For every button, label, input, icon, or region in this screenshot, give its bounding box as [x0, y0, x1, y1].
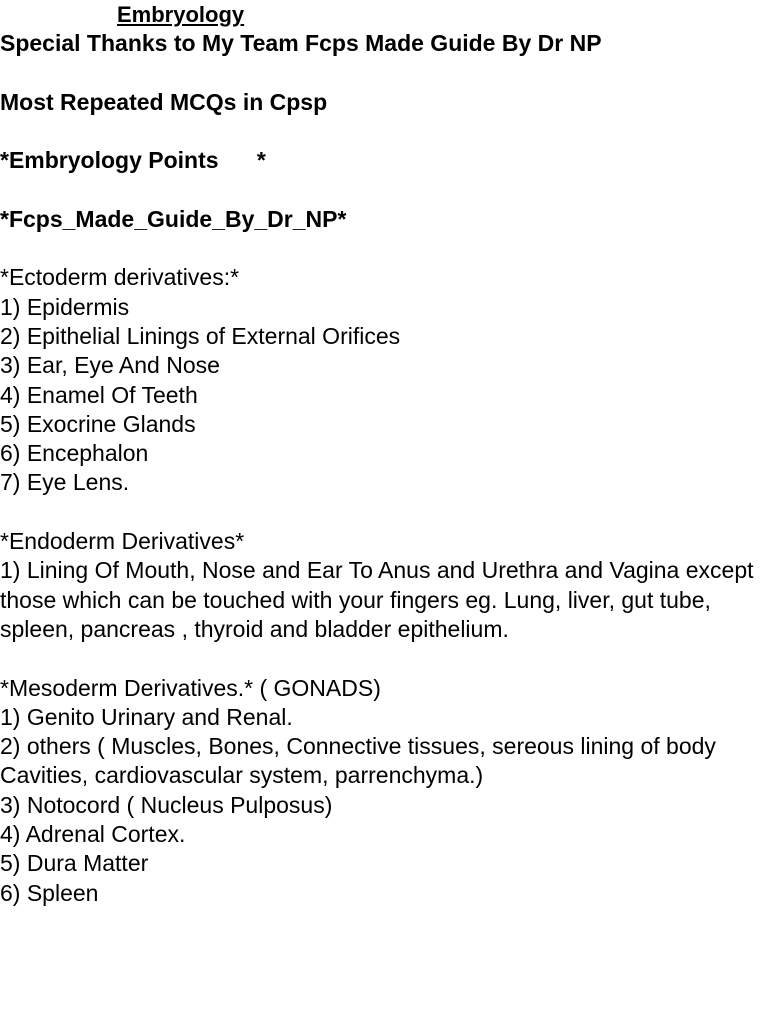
mesoderm-heading: *Mesoderm Derivatives.* ( GONADS) [0, 674, 381, 701]
document-title: Embryology [117, 2, 245, 27]
list-item: 1) Genito Urinary and Renal. [0, 703, 293, 730]
spacer [0, 175, 768, 204]
list-item: 1) Epidermis [0, 293, 130, 320]
guide-tag-line: *Fcps_Made_Guide_By_Dr_NP* [0, 205, 347, 232]
list-item: 6) Encephalon [0, 440, 149, 467]
list-item: 2) Epithelial Linings of External Orifices [0, 322, 401, 349]
spacer [0, 117, 768, 146]
spacer [0, 234, 768, 263]
document-body [0, 29, 768, 908]
list-item: 5) Dura Matter [0, 850, 149, 877]
spacer [0, 498, 768, 527]
spacer [0, 644, 768, 673]
list-item: 7) Eye Lens. [0, 469, 130, 496]
embryology-points-line: *Embryology Points * [0, 147, 266, 174]
most-repeated-line: Most Repeated MCQs in Cpsp [0, 88, 328, 115]
list-item: 3) Ear, Eye And Nose [0, 352, 220, 379]
list-item: 1) Lining Of Mouth, Nose and Ear To Anus and Urethra and Vagina except those which can be touched with your fingers eg. Lung, liver, gut tube, spleen, pancreas , thyroid and bladder epithelium. [0, 557, 754, 642]
list-item: 6) Spleen [0, 879, 99, 906]
ectoderm-heading: *Ectoderm derivatives:* [0, 264, 240, 291]
endoderm-heading: *Endoderm Derivatives* [0, 528, 245, 555]
list-item: 3) Notocord ( Nucleus Pulposus) [0, 791, 333, 818]
thanks-line: Special Thanks to My Team Fcps Made Guide By Dr NP [0, 30, 602, 56]
list-item: 4) Enamel Of Teeth [0, 381, 198, 408]
list-item: 2) others ( Muscles, Bones, Connective tissues, sereous lining of body Cavities, cardiovascular system, parrenchyma.) [0, 733, 716, 789]
spacer [0, 58, 768, 87]
list-item: 5) Exocrine Glands [0, 410, 196, 437]
list-item: 4) Adrenal Cortex. [0, 821, 186, 848]
